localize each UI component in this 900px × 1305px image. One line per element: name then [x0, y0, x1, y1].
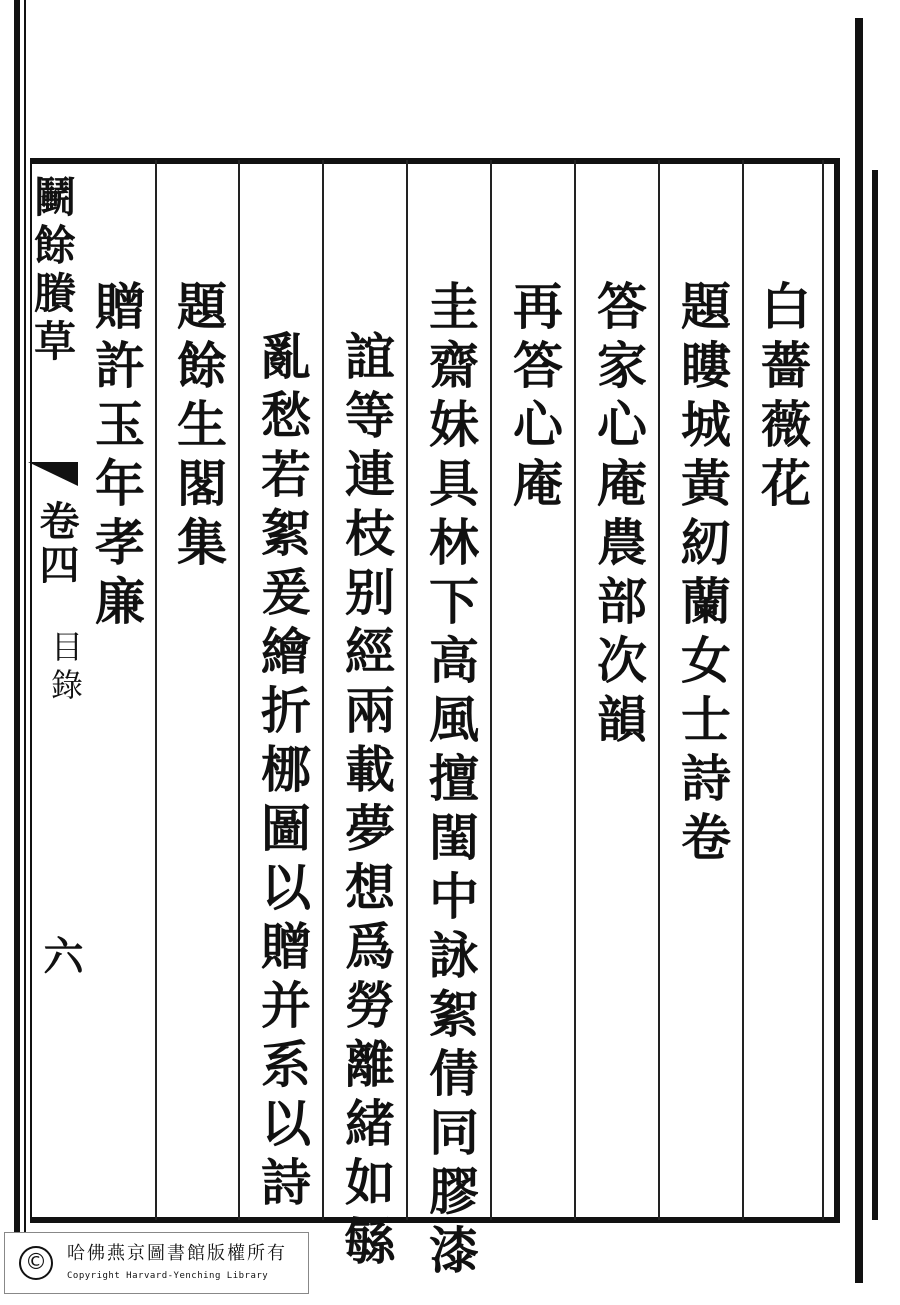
section-label: 目錄 [46, 630, 84, 706]
column-divider [490, 160, 492, 1220]
toc-entry-2: 題瞜城黃紉蘭女士詩卷 [673, 280, 732, 870]
column-divider [822, 160, 824, 1220]
toc-entry-7: 亂愁若絮爰繪折梛圖以贈并系以詩 [253, 330, 312, 1215]
toc-entry-9: 贈許玉年孝廉 [87, 280, 146, 634]
right-border-rule [855, 18, 863, 1283]
column-divider [658, 160, 660, 1220]
column-divider [155, 160, 157, 1220]
toc-entry-1: 白薔薇花 [753, 280, 812, 516]
column-divider [742, 160, 744, 1220]
column-divider [406, 160, 408, 1220]
toc-entry-3: 答家心庵農部次韻 [589, 280, 648, 752]
toc-entry-8: 題餘生閣集 [169, 280, 228, 575]
column-divider [322, 160, 324, 1220]
column-divider [238, 160, 240, 1220]
copyright-icon: © [19, 1246, 53, 1280]
copyright-english: Copyright Harvard-Yenching Library [67, 1271, 269, 1281]
toc-entry-6: 誼等連枝别經兩載夢想爲勞離緒如緐 [337, 330, 396, 1274]
book-title: 鬭餘賸草 [28, 175, 77, 367]
toc-entry-4: 再答心庵 [505, 280, 564, 516]
copyright-stamp [4, 1232, 309, 1294]
volume-number: 卷四 [33, 500, 80, 588]
copyright-chinese: 哈佛燕京圖書館版權所有 [67, 1243, 287, 1264]
right-border-rule-outer [872, 170, 878, 1220]
column-divider [574, 160, 576, 1220]
left-border-rule [14, 0, 20, 1235]
folio-number: 六 [37, 935, 84, 975]
toc-entry-5: 圭齋妹具林下高風擅閨中詠絮倩同膠漆 [421, 280, 480, 1283]
fishtail-mark [28, 462, 78, 486]
